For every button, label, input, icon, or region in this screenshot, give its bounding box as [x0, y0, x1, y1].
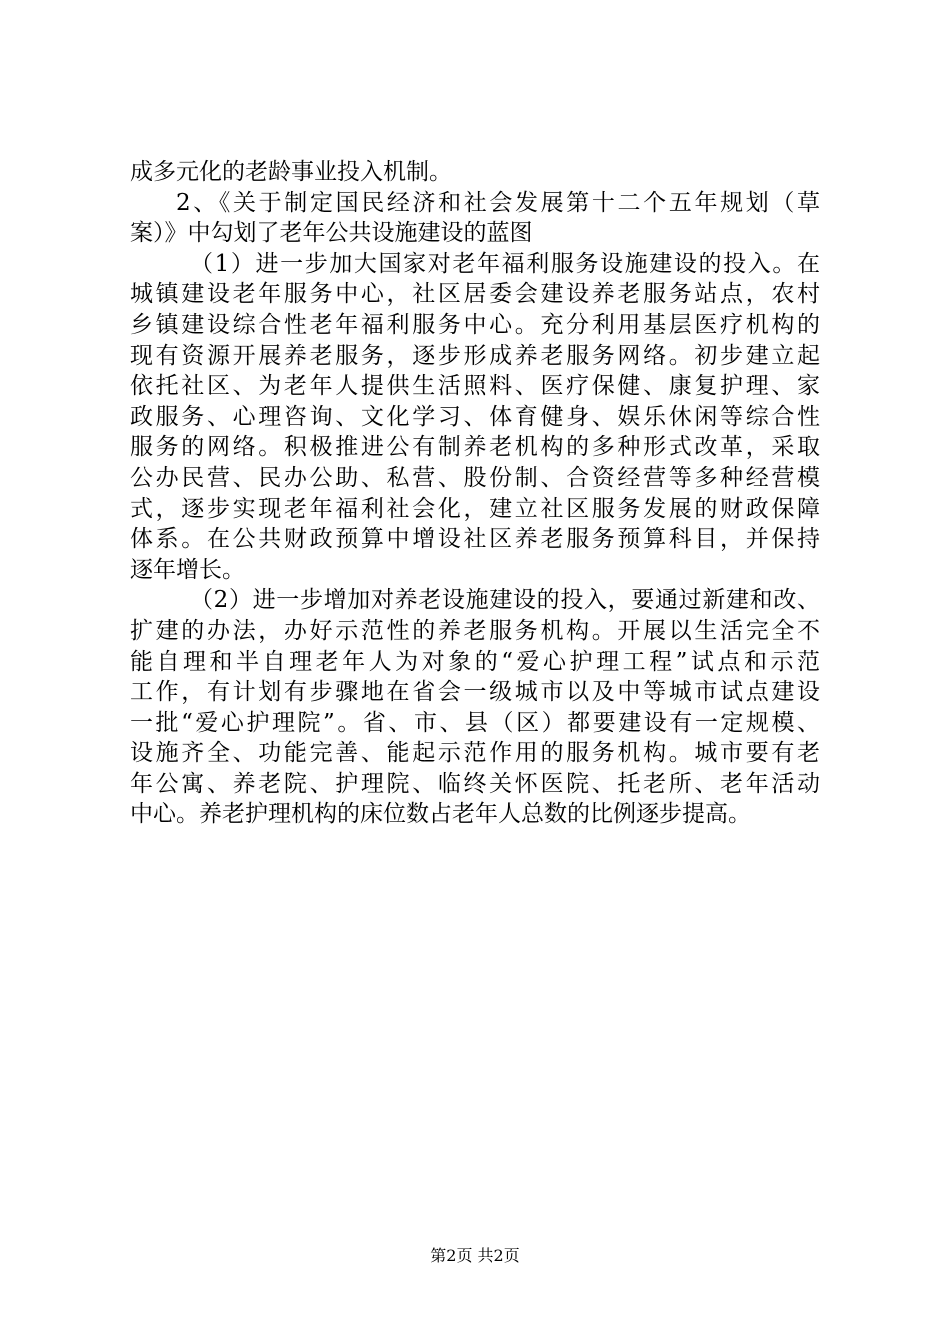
paragraph-line: 设施齐全、功能完善、能起示范作用的服务机构。城市要有老: [130, 740, 820, 767]
paragraph-line: （2）进一步增加对养老设施建设的投入，要通过新建和改、: [190, 587, 820, 614]
paragraph-line: 城镇建设老年服务中心，社区居委会建设养老服务站点，农村: [130, 281, 820, 308]
paragraph-line: 扩建的办法，办好示范性的养老服务机构。开展以生活完全不: [130, 617, 820, 644]
paragraph-line: 2、《关于制定国民经济和社会发展第十二个五年规划（草: [176, 189, 820, 216]
paragraph-line: 年公寓、养老院、护理院、临终关怀医院、托老所、老年活动: [130, 770, 820, 797]
paragraph-line: 成多元化的老龄事业投入机制。: [130, 159, 452, 185]
page-footer: 第2页 共2页: [430, 1246, 520, 1265]
paragraph-line: 乡镇建设综合性老年福利服务中心。充分利用基层医疗机构的: [130, 311, 820, 338]
paragraph-line: （1）进一步加大国家对老年福利服务设施建设的投入。在: [190, 250, 820, 277]
paragraph-line: 体系。在公共财政预算中增设社区养老服务预算科目，并保持: [130, 526, 820, 553]
paragraph-line: 服务的网络。积极推进公有制养老机构的多种形式改革，采取: [130, 434, 820, 461]
paragraph-line: 现有资源开展养老服务，逐步形成养老服务网络。初步建立起: [130, 342, 820, 369]
paragraph-line: 中心。养老护理机构的床位数占老年人总数的比例逐步提高。: [130, 801, 751, 828]
paragraph-line: 工作，有计划有步骤地在省会一级城市以及中等城市试点建设: [130, 679, 820, 706]
paragraph-line: 依托社区、为老年人提供生活照料、医疗保健、康复护理、家: [130, 373, 820, 400]
paragraph-line: 一批“爱心护理院”。省、市、县（区）都要建设有一定规模、: [130, 709, 820, 736]
paragraph-line: 案）》中勾划了老年公共设施建设的蓝图: [130, 220, 533, 247]
paragraph-line: 式，逐步实现老年福利社会化，建立社区服务发展的财政保障: [130, 495, 820, 522]
document-body: [130, 157, 820, 830]
paragraph-line: 能自理和半自理老年人为对象的“爱心护理工程”试点和示范: [130, 648, 820, 675]
paragraph-line: 政服务、心理咨询、文化学习、体育健身、娱乐休闲等综合性: [130, 403, 820, 430]
paragraph-line: 逐年增长。: [130, 556, 245, 583]
paragraph-line: 公办民营、民办公助、私营、股份制、合资经营等多种经营模: [130, 464, 820, 491]
